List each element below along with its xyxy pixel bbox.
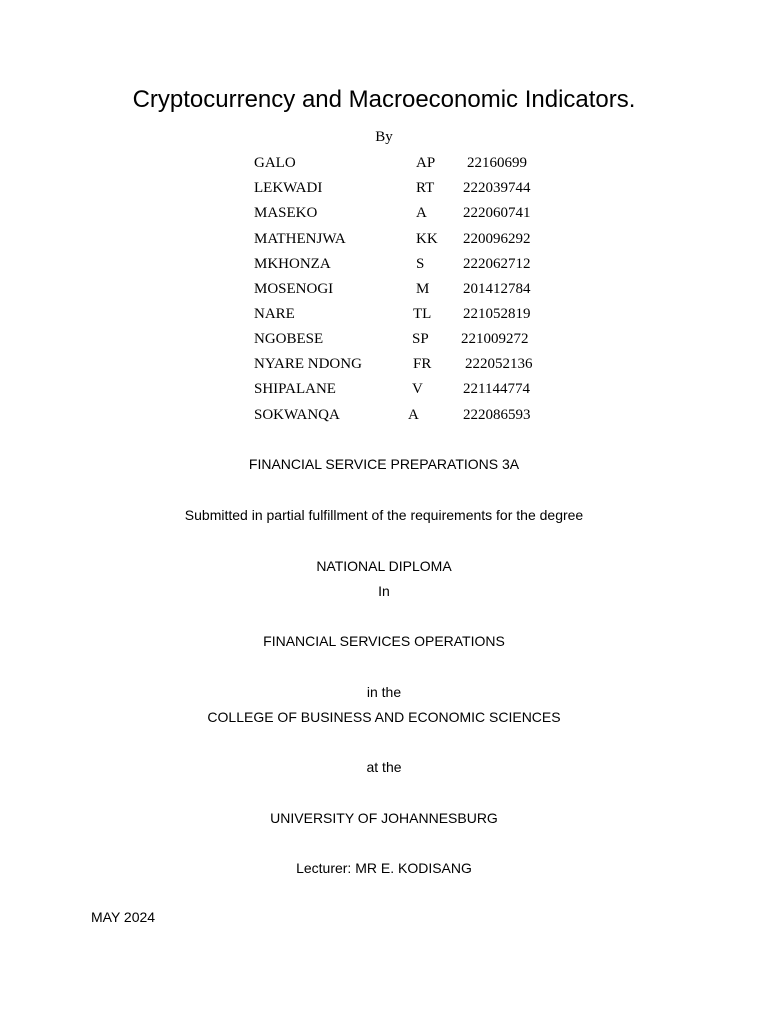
author-surname: MOSENOGI	[254, 281, 334, 297]
author-initials: A	[416, 205, 427, 221]
in-the-label: in the	[366, 684, 402, 700]
author-student-number: 222039744	[463, 180, 531, 196]
author-surname: MATHENJWA	[254, 231, 346, 247]
author-student-number: 201412784	[463, 281, 531, 297]
author-surname: GALO	[254, 155, 296, 171]
author-surname: SOKWANQA	[254, 407, 340, 423]
author-row	[0, 354, 768, 374]
author-initials: FR	[413, 356, 432, 372]
author-student-number: 220096292	[463, 231, 531, 247]
author-initials: M	[416, 281, 430, 297]
in-label: In	[378, 583, 390, 599]
author-row	[0, 153, 768, 173]
author-surname: MKHONZA	[254, 256, 331, 272]
author-surname: NARE	[254, 306, 295, 322]
author-initials: RT	[416, 180, 435, 196]
author-student-number: 222086593	[463, 407, 531, 423]
author-student-number: 222060741	[463, 205, 531, 221]
author-surname: NYARE NDONG	[254, 356, 362, 372]
college-name: COLLEGE OF BUSINESS AND ECONOMIC SCIENCES	[207, 709, 561, 725]
author-student-number: 221009272	[461, 331, 529, 347]
author-row	[0, 254, 768, 274]
submission-statement: Submitted in partial fulfillment of the requirements for the degree	[184, 507, 584, 523]
author-surname: NGOBESE	[254, 331, 324, 347]
author-row	[0, 178, 768, 198]
author-student-number: 221052819	[463, 306, 531, 322]
university-name: UNIVERSITY OF JOHANNESBURG	[270, 810, 498, 826]
author-surname: LEKWADI	[254, 180, 323, 196]
author-initials: KK	[416, 231, 438, 247]
author-surname: MASEKO	[254, 205, 318, 221]
at-the-label: at the	[366, 759, 402, 775]
author-student-number: 222062712	[463, 256, 531, 272]
lecturer-name: Lecturer: MR E. KODISANG	[296, 860, 472, 876]
author-row	[0, 405, 768, 425]
author-initials: SP	[412, 331, 429, 347]
author-student-number: 22160699	[467, 155, 527, 171]
author-surname: SHIPALANE	[254, 381, 336, 397]
author-initials: A	[408, 407, 419, 423]
field-of-study: FINANCIAL SERVICES OPERATIONS	[263, 633, 505, 649]
author-row	[0, 329, 768, 349]
author-row	[0, 279, 768, 299]
document-title: Cryptocurrency and Macroeconomic Indicators.	[132, 86, 636, 113]
module-name: FINANCIAL SERVICE PREPARATIONS 3A	[248, 456, 520, 472]
author-student-number: 222052136	[465, 356, 533, 372]
by-label: By	[375, 129, 393, 145]
submission-date: MAY 2024	[91, 909, 156, 925]
author-row	[0, 379, 768, 399]
author-row	[0, 229, 768, 249]
degree-name: NATIONAL DIPLOMA	[316, 558, 452, 574]
author-initials: AP	[416, 155, 436, 171]
author-initials: V	[412, 381, 423, 397]
author-row	[0, 304, 768, 324]
author-initials: TL	[413, 306, 432, 322]
author-initials: S	[416, 256, 425, 272]
author-student-number: 221144774	[463, 381, 530, 397]
author-row	[0, 203, 768, 223]
